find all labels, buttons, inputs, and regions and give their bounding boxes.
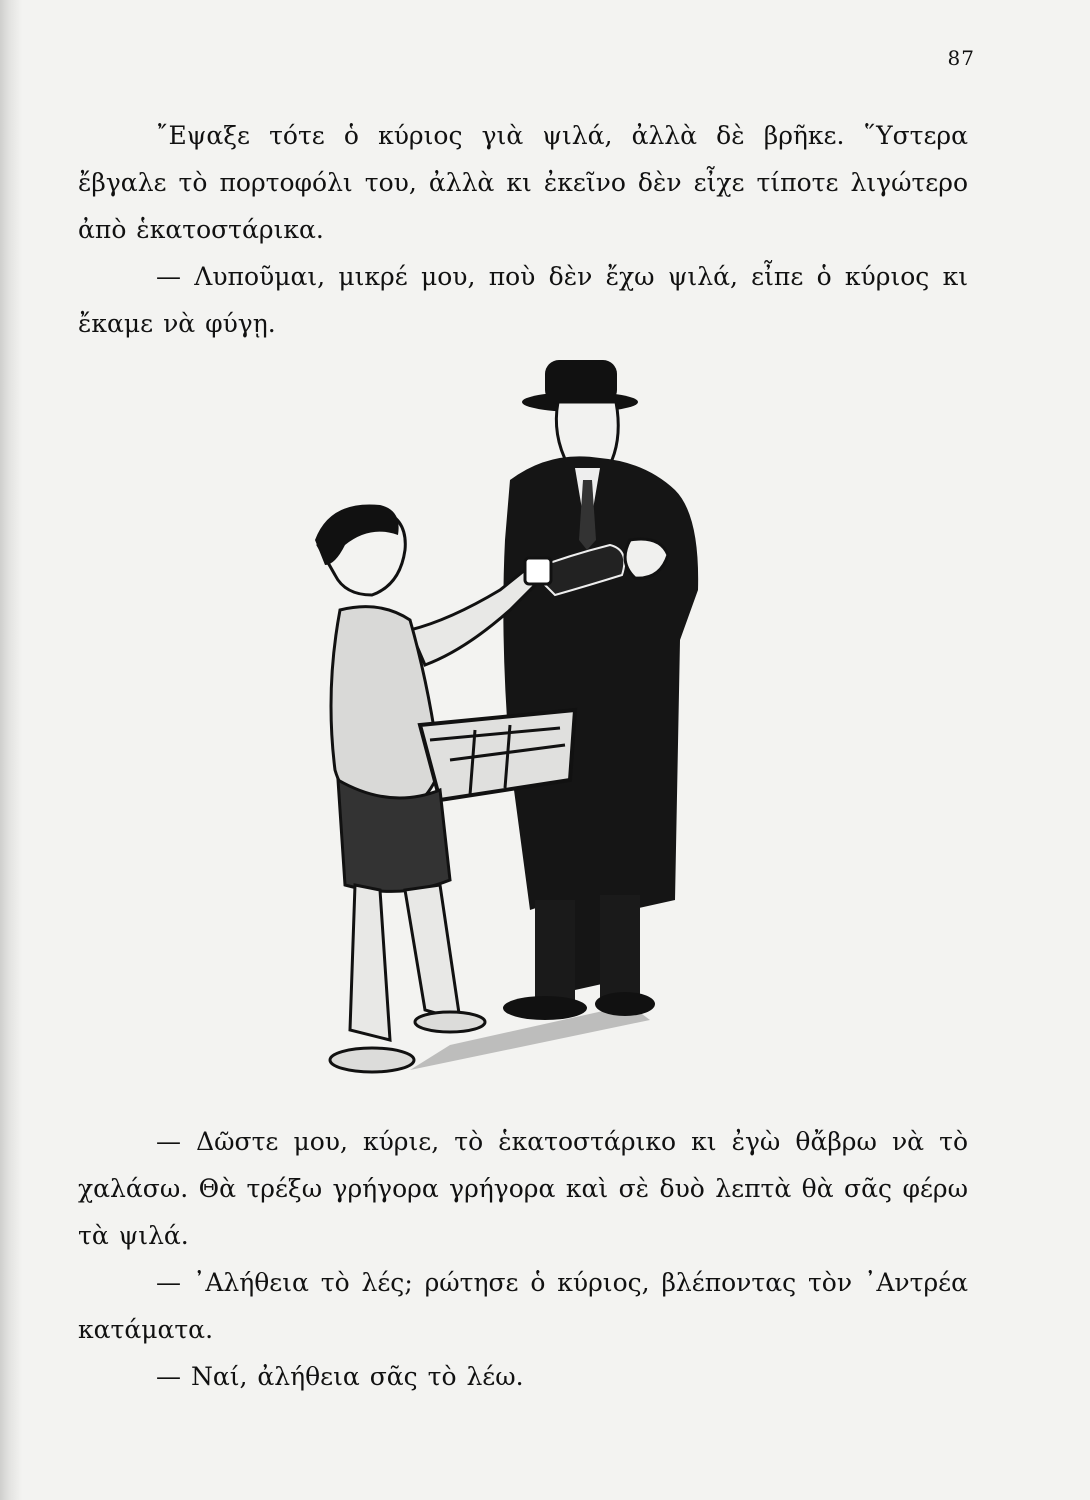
boy-selling-to-gentleman-illustration xyxy=(300,340,770,1100)
paragraph: — Λυποῦμαι, μικρέ μου, ποὺ δὲν ἔχω ψιλά, εἶπε ὁ κύριος κι ἔκαμε νὰ φύγῃ. xyxy=(78,262,968,338)
paragraph: — Ναί, ἀλήθεια σᾶς τὸ λέω. xyxy=(156,1362,524,1391)
paragraph: — Δῶστε μου, κύριε, τὸ ἑκατοστάρικο κι ἐγὼ θἄβρω νὰ τὸ χαλάσω. Θὰ τρέξω γρήγορα γρήγορα καὶ σὲ δυὸ λεπτὰ θὰ σᾶς φέρω τὰ ψιλά. xyxy=(78,1127,968,1250)
paragraph: — ᾽Αλήθεια τὸ λές; ρώτησε ὁ κύριος, βλέποντας τὸν ᾽Αντρέα κατάματα. xyxy=(78,1268,968,1344)
text-block-bottom xyxy=(78,1118,968,1400)
paragraph: ῎Εψαξε τότε ὁ κύριος γιὰ ψιλά, ἀλλὰ δὲ βρῆκε. ῞Υστερα ἔβγαλε τὸ πορτοφόλι του, ἀλλὰ κι ἐκεῖνο δὲν εἶχε τίποτε λιγώτερο ἀπὸ ἑκατοστάρικα. xyxy=(78,121,968,244)
page-number: 87 xyxy=(947,46,975,70)
text-block-top xyxy=(78,112,968,347)
page-binding-edge xyxy=(0,0,22,1500)
